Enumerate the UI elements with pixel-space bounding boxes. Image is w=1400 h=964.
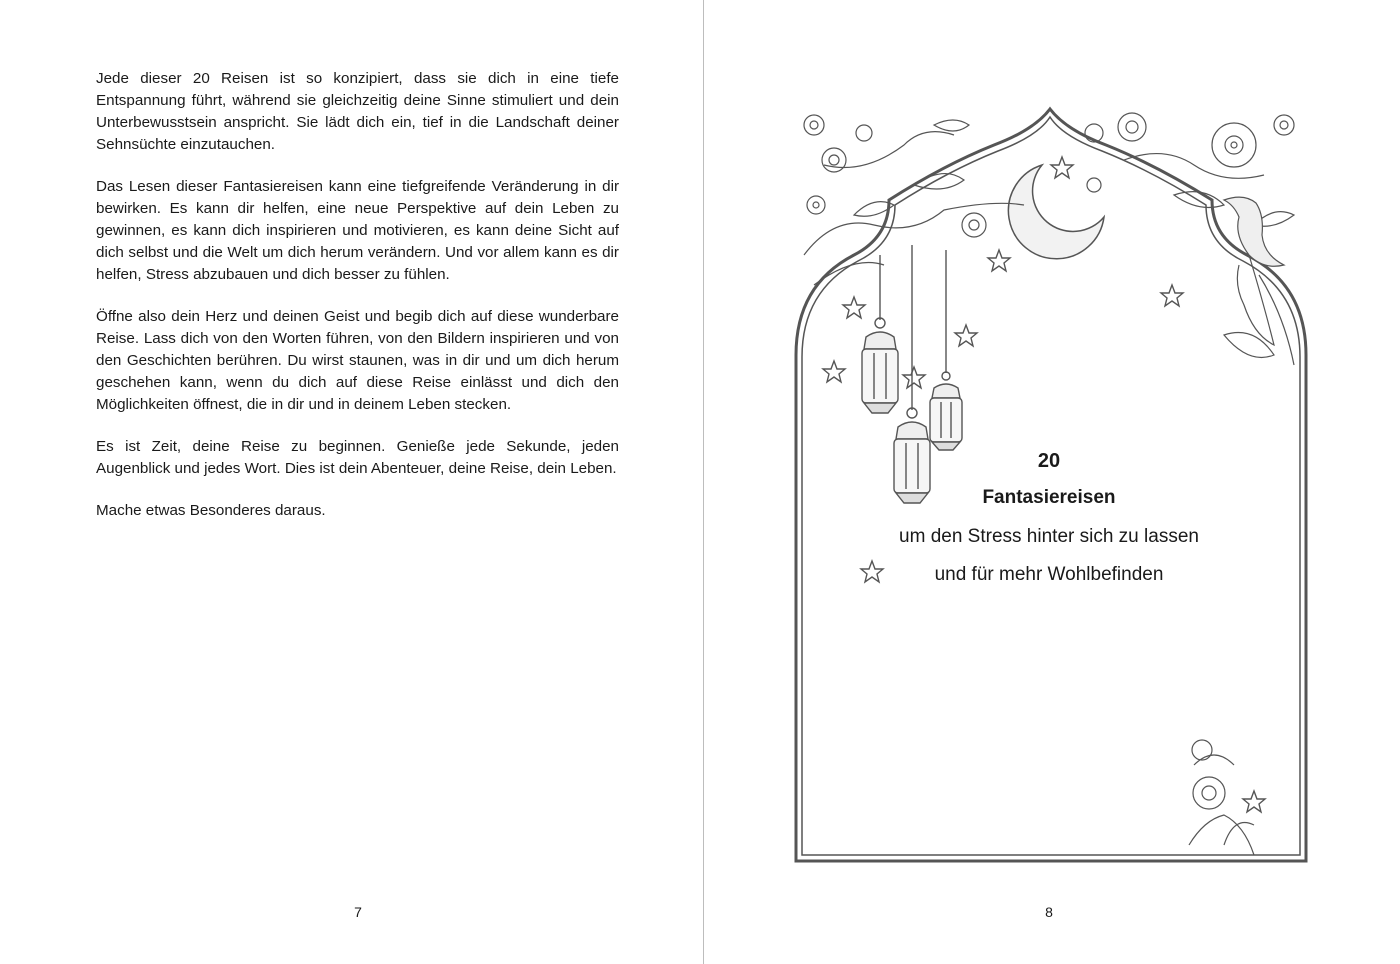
paragraph: Jede dieser 20 Reisen ist so konzipiert, dass sie dich in eine tiefe Entspannung führt, während sie gleichzeitig deine Sinne stimuliert und dein Unterbewusstsein anspricht. Sie lädt dich ein, tief in die Landschaft deiner Sehnsüchte einzutauchen. [96,70,619,153]
title-block [854,444,1244,594]
paragraph: Mache etwas Besonderes daraus. [96,502,326,519]
page-number-right: 8 [1045,904,1053,920]
paragraph: Es ist Zeit, deine Reise zu beginnen. Genieße jede Sekunde, jeden Augenblick und jedes Wort. Dies ist dein Abenteuer, deine Reise, dein Leben. [96,438,619,477]
subtitle-line-2: und für mehr Wohlbefinden [934,564,1164,585]
subtitle-line-1: um den Stress hinter sich zu lassen [899,526,1199,547]
page-number-left: 7 [354,904,362,920]
body-text [96,68,619,542]
paragraph: Das Lesen dieser Fantasiereisen kann eine tiefgreifende Veränderung in dir bewirken. Es kann dir helfen, eine neue Perspektive auf dein Leben zu gewinnen, es kann dich inspirieren und motivieren, es kann deine Sicht auf dich selbst und die Welt um dich herum verändern. Und vor allem kann es dir helfen, Stress abzubauen und dich besser zu fühlen. [96,178,619,283]
paragraph: Öffne also dein Herz und deinen Geist und begib dich auf diese wunderbare Reise. Lass dich von den Worten führen, von den Bildern inspirieren und von den Geschichten berühren. Du wirst staunen, was in dir und um dich herum geschehen kann, wenn du dich auf diese Reise einlässt und dich den Möglichkeiten öffnest, die in dir und in deinem Leben stecken. [96,308,619,413]
right-page [704,0,1400,964]
page-title: Fantasiereisen [982,487,1116,508]
title-number: 20 [1037,450,1061,472]
